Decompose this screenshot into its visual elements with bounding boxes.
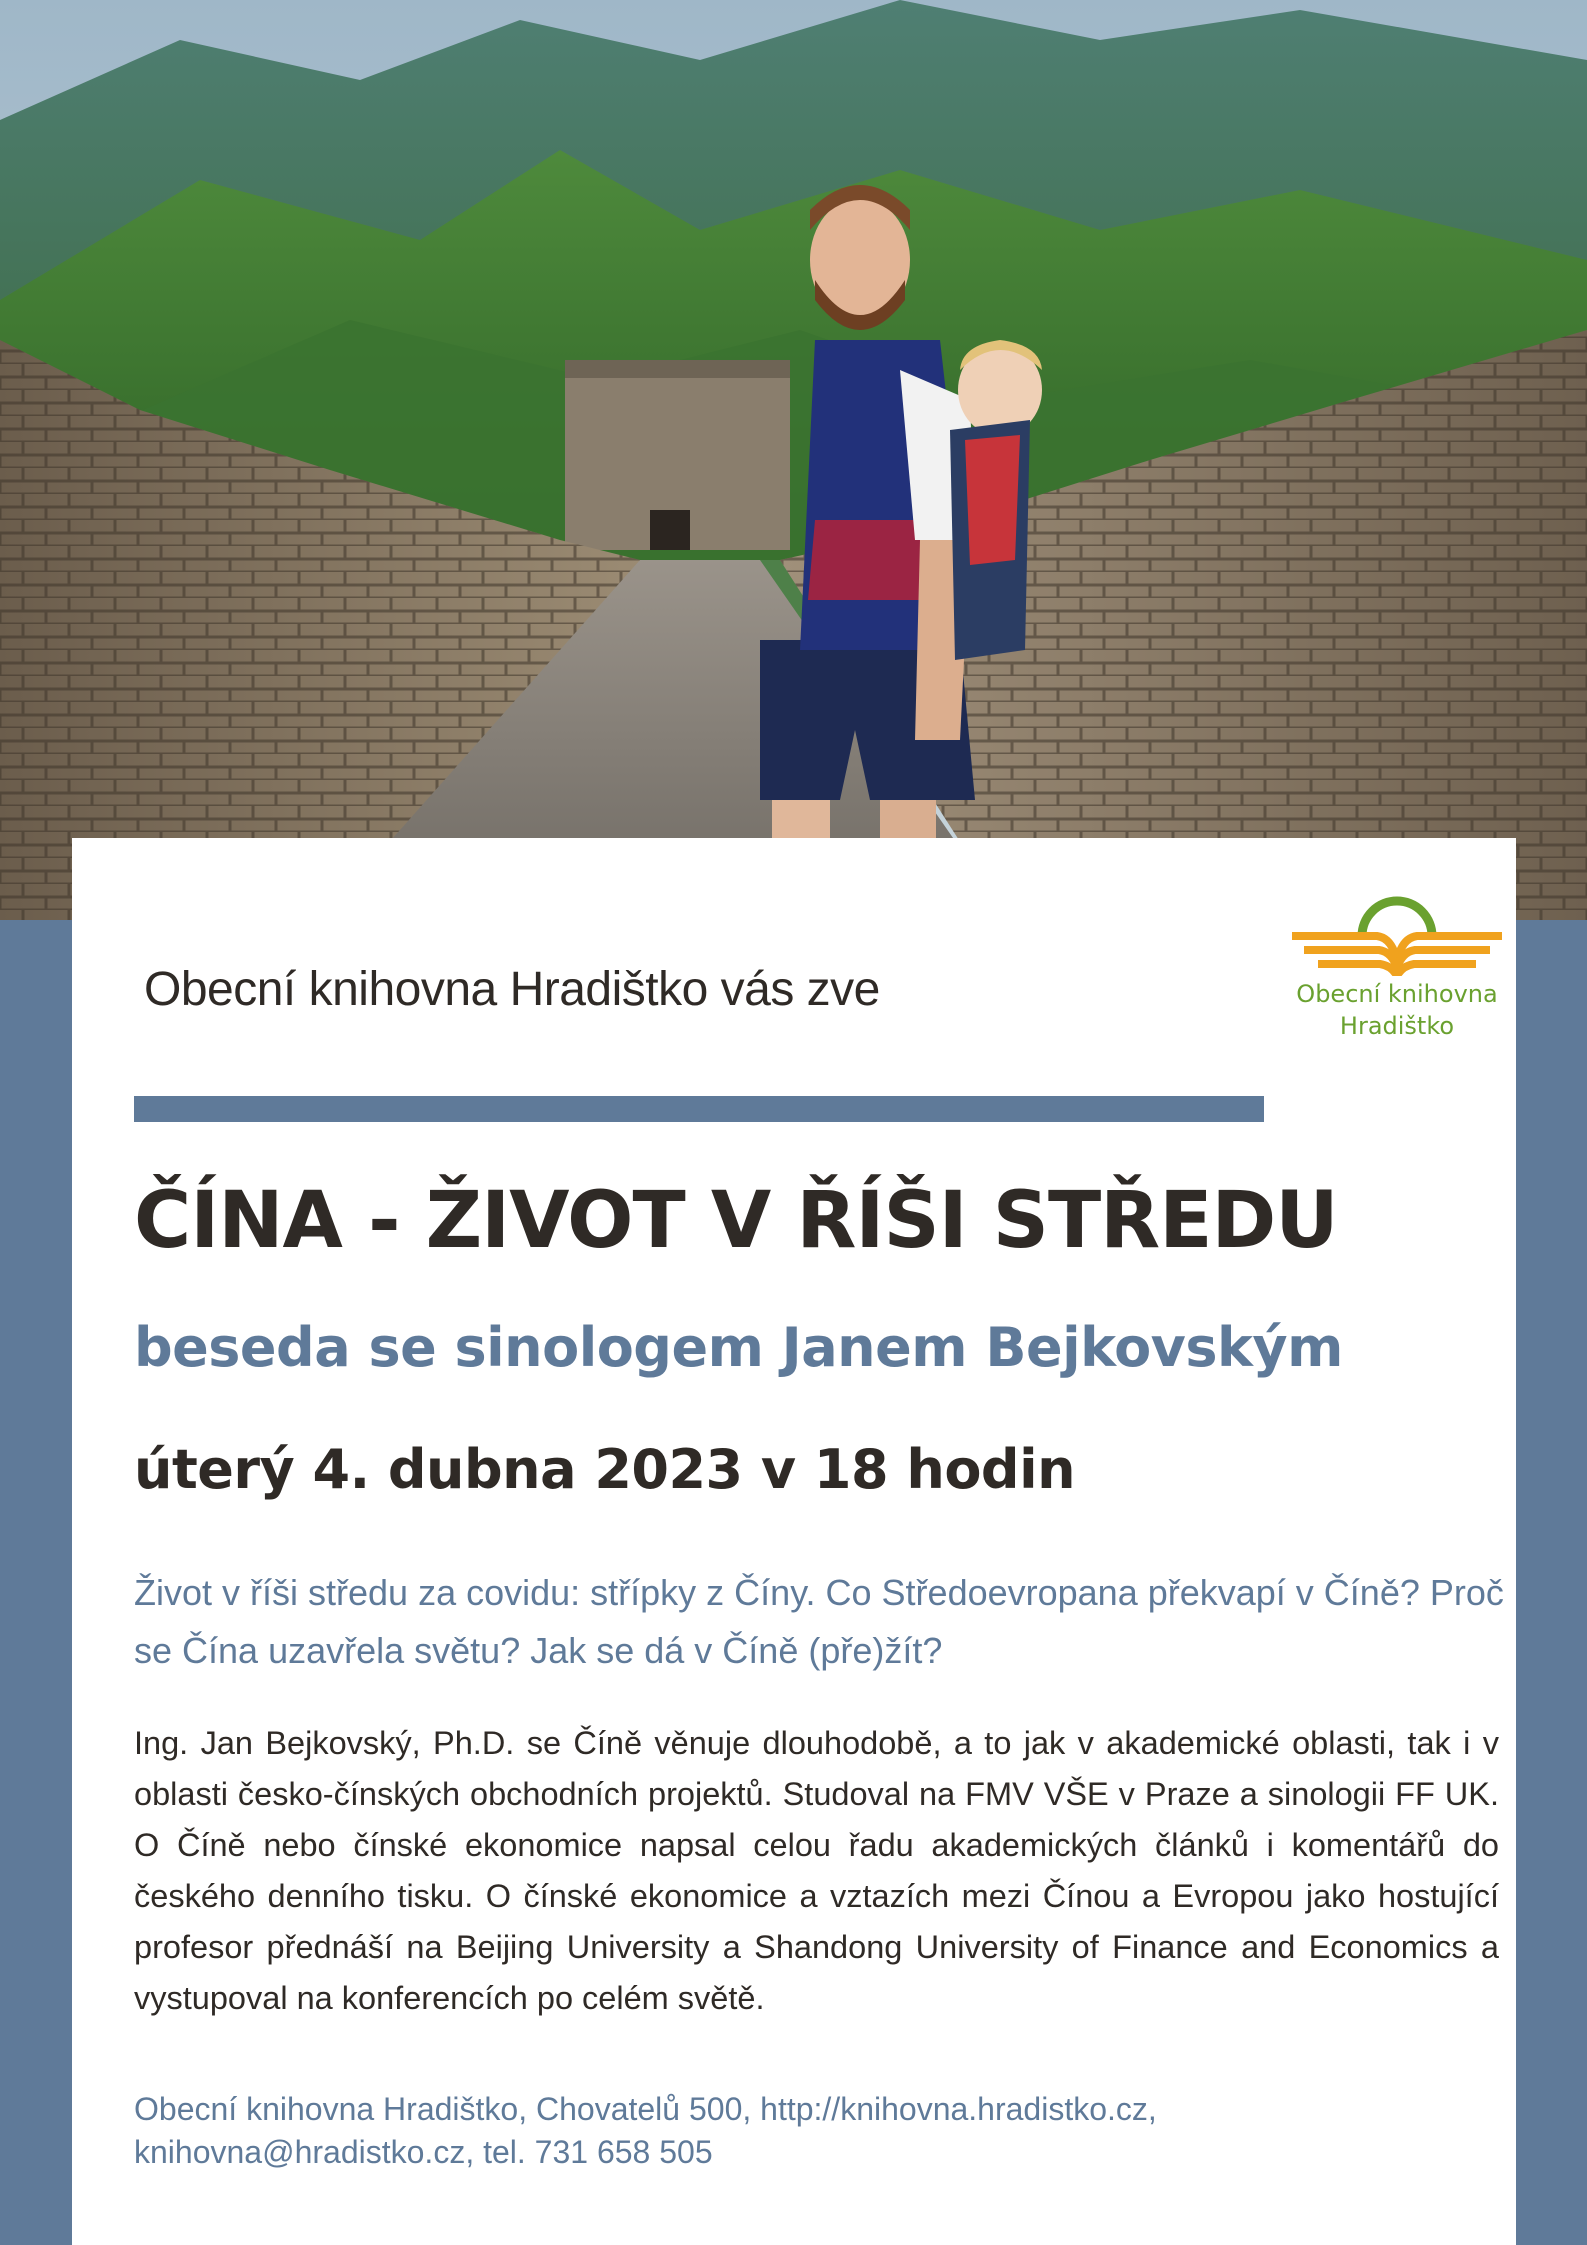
library-logo bbox=[1282, 866, 1512, 1066]
logo-text bbox=[1282, 978, 1512, 1042]
logo-line-2: Hradištko bbox=[1339, 1012, 1455, 1040]
logo-line-1: Obecní knihovna bbox=[1296, 980, 1498, 1008]
invite-line: Obecní knihovna Hradištko vás zve bbox=[144, 963, 880, 1016]
contact-line-1: Obecní knihovna Hradištko, Chovatelů 500, http://knihovna.hradistko.cz, bbox=[134, 2091, 1157, 2127]
divider-bar bbox=[134, 1096, 1264, 1122]
invitation-card bbox=[72, 838, 1516, 2245]
event-title: ČÍNA - ŽIVOT V ŘÍŠI STŘEDU bbox=[134, 1176, 1338, 1266]
lead-paragraph: Život v říši středu za covidu: střípky z Číny. Co Středoevropana překvapí v Číně? Proč se Čína uzavřela světu? Jak se dá v Číně (pře)žít? bbox=[134, 1572, 1504, 1671]
open-book-sun-icon bbox=[1282, 866, 1512, 976]
event-date: úterý 4. dubna 2023 v 18 hodin bbox=[134, 1438, 1076, 1501]
speaker-bio: Ing. Jan Bejkovský, Ph.D. se Číně věnuje dlouhodobě, a to jak v akademické oblasti, tak i v oblasti česko-čínských obchodních projektů. Studoval na FMV VŠE v Praze a sinologii FF UK. O Číně nebo čínské ekonomice napsal celou řadu akademických článků i komentářů do českého denního tisku. O čínské ekonomice a vztazích mezi Čínou a Evropou jako hostující profesor přednáší na Beijing University a Shandong University of Finance and Economics a vystupoval na konferencích po celém světě. bbox=[134, 1725, 1499, 2016]
event-subtitle: beseda se sinologem Janem Bejkovským bbox=[134, 1316, 1343, 1379]
great-wall-photo bbox=[0, 0, 1587, 920]
contact-line-2: knihovna@hradistko.cz, tel. 731 658 505 bbox=[134, 2134, 713, 2170]
contact-footer bbox=[134, 2088, 1504, 2174]
